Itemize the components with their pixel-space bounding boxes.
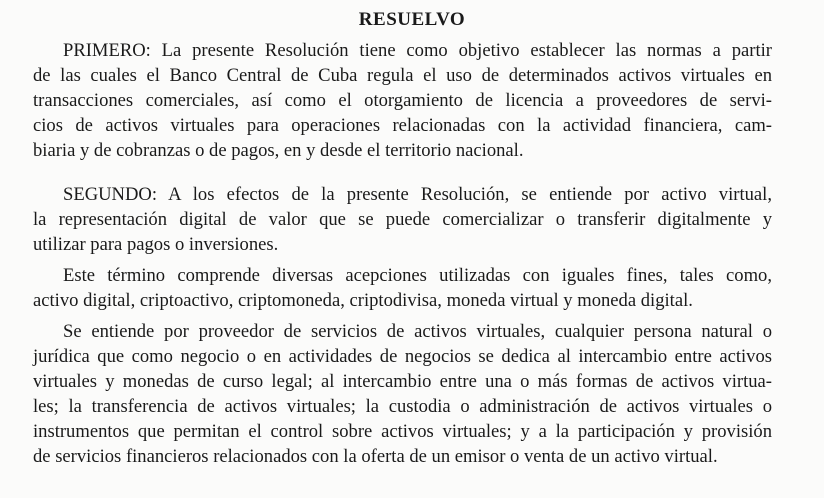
paragraph-line: instrumentos que permitan el control sobre activos virtuales; y a la participación y provisión: [33, 421, 772, 442]
paragraph-line: Se entiende por proveedor de servicios de activos virtuales, cualquier persona natural o: [63, 321, 772, 342]
paragraph-line: virtuales y monedas de curso legal; al intercambio entre una o más formas de activos virtua-: [33, 371, 772, 392]
paragraph-line: les; la transferencia de activos virtuales; la custodia o administración de activos virtuales o: [33, 396, 772, 417]
paragraph-line: activo digital, criptoactivo, criptomoneda, criptodivisa, moneda virtual y moneda digital.: [33, 290, 693, 311]
paragraph-line: biaria y de cobranzas o de pagos, en y desde el territorio nacional.: [33, 140, 524, 161]
paragraph-line: de las cuales el Banco Central de Cuba regula el uso de determinados activos virtuales en: [33, 65, 772, 86]
paragraph-line: PRIMERO: La presente Resolución tiene como objetivo establecer las normas a partir: [63, 40, 772, 61]
paragraph-line: transacciones comerciales, así como el otorgamiento de licencia a proveedores de servi-: [33, 90, 772, 111]
paragraph-line: SEGUNDO: A los efectos de la presente Resolución, se entiende por activo virtual,: [63, 184, 772, 205]
paragraph-line: la representación digital de valor que se puede comercializar o transferir digitalmente y: [33, 209, 772, 230]
paragraph-line: Este término comprende diversas acepciones utilizadas con iguales fines, tales como,: [63, 265, 772, 286]
paragraph-line: utilizar para pagos o inversiones.: [33, 234, 279, 255]
paragraph-line: de servicios financieros relacionados con la oferta de un emisor o venta de un activo virtual.: [33, 446, 718, 467]
paragraph-line: cios de activos virtuales para operaciones relacionadas con la actividad financiera, cam-: [33, 115, 772, 136]
paragraph-line: jurídica que como negocio o en actividades de negocios se dedica al intercambio entre activos: [33, 346, 772, 367]
section-heading: RESUELVO: [358, 9, 466, 30]
